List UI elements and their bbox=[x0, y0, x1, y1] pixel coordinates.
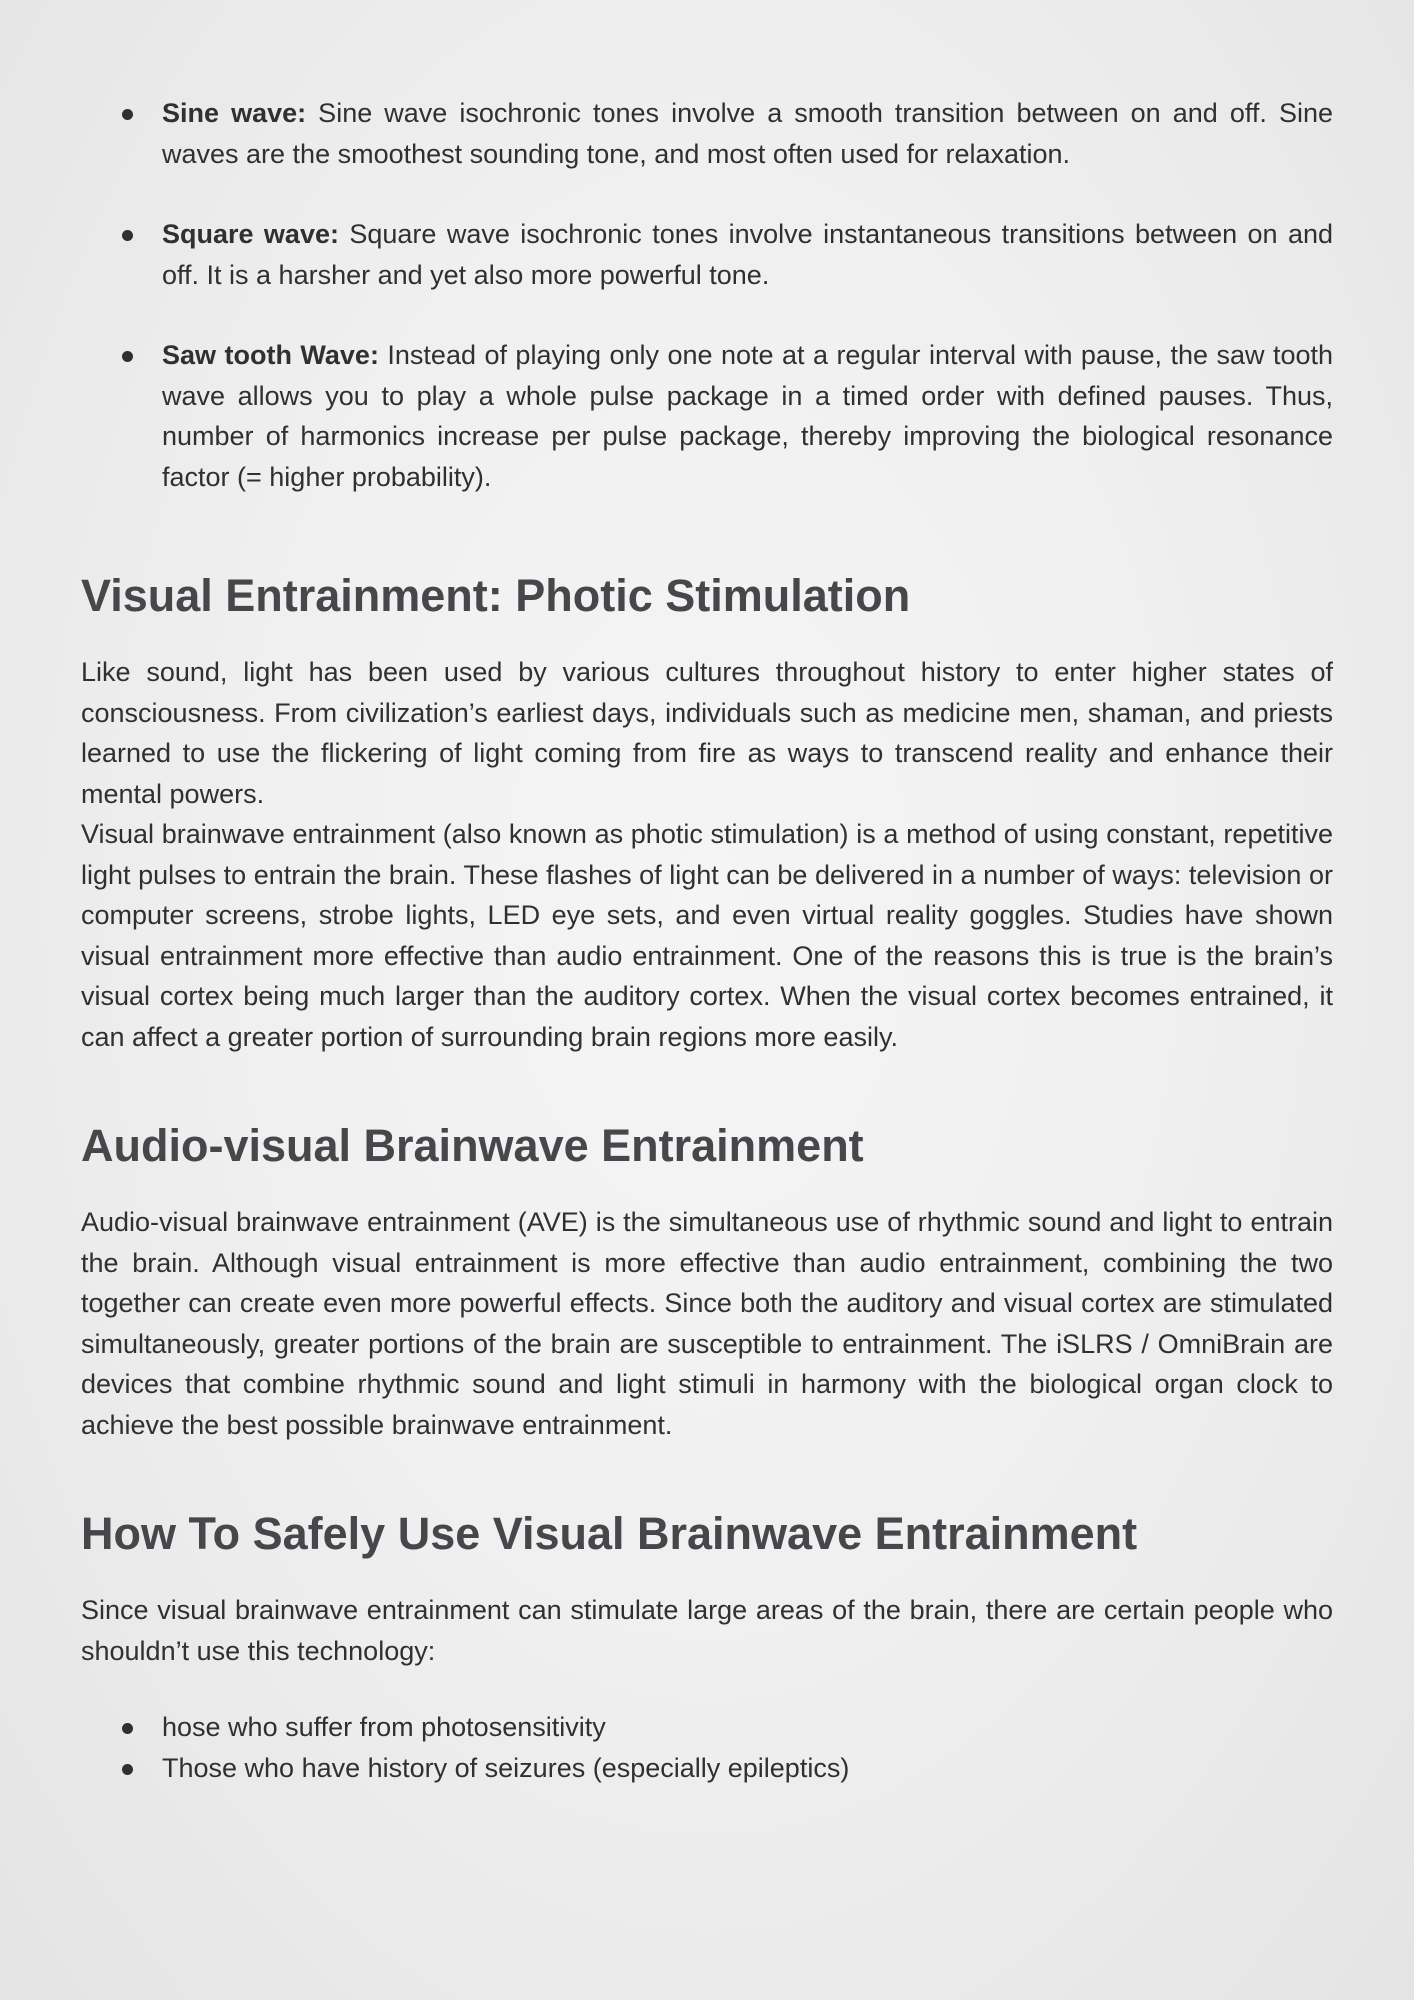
heading-visual-entrainment: Visual Entrainment: Photic Stimulation bbox=[81, 570, 911, 621]
paragraph-safety-intro: Since visual brainwave entrainment can stimulate large areas of the brain, there are certain people who shouldn’t use this technology: bbox=[81, 1595, 1333, 1666]
paragraph-audio-visual: Audio-visual brainwave entrainment (AVE) is the simultaneous use of rhythmic sound and light to entrain the brain. Although visual entrainment is more effective than audio entrainment, combining the two together can create even more powerful effects. Since both the auditory and visual cortex are stimulated simultaneously, greater portions of the brain are susceptible to entrainment. The iSLRS / OmniBrain are devices that combine rhythmic sound and light stimuli in harmony with the biological organ clock to achieve the best possible brainwave entrainment. bbox=[81, 1207, 1333, 1440]
heading-audio-visual: Audio-visual Brainwave Entrainment bbox=[81, 1120, 864, 1171]
list-item-seizures: Those who have history of seizures (especially epileptics) bbox=[81, 1748, 1333, 1789]
paragraph-visual-definition: Visual brainwave entrainment (also known as photic stimulation) is a method of using constant, repetitive light pulses to entrain the brain. These flashes of light can be delivered in a number of ways: television or computer screens, strobe lights, LED eye sets, and even virtual reality goggles. Studies have shown visual entrainment more effective than audio entrainment. One of the reasons this is true is the brain’s visual cortex being much larger than the auditory cortex. When the visual cortex becomes entrained, it can affect a greater portion of surrounding brain regions more easily. bbox=[81, 819, 1333, 1052]
saw-tooth-wave-description: Instead of playing only one note at a regular interval with pause, the saw tooth wave allows you to play a whole pulse package in a timed order with defined pauses. Thus, number of harmonics increase per pulse package, thereby improving the biological resonance factor (= higher probability). bbox=[162, 340, 1333, 492]
at-risk-people-list bbox=[81, 1707, 1333, 1788]
list-item-square-wave bbox=[81, 214, 1333, 295]
list-item-sine-wave bbox=[81, 93, 1333, 174]
heading-safe-use: How To Safely Use Visual Brainwave Entrainment bbox=[81, 1508, 1138, 1559]
square-wave-description: Square wave isochronic tones involve instantaneous transitions between on and off. It is a harsher and yet also more powerful tone. bbox=[162, 219, 1333, 290]
wave-type-list bbox=[81, 93, 1333, 497]
paragraph-visual-history: Like sound, light has been used by various cultures throughout history to enter higher states of consciousness. From civilization’s earliest days, individuals such as medicine men, shaman, and priests learned to use the flickering of light coming from fire as ways to transcend reality and enhance their mental powers. bbox=[81, 657, 1333, 809]
term-square-wave: Square wave: bbox=[162, 219, 339, 249]
term-sine-wave: Sine wave: bbox=[162, 98, 307, 128]
list-item-saw-tooth-wave bbox=[81, 335, 1333, 497]
term-saw-tooth-wave: Saw tooth Wave: bbox=[162, 340, 379, 370]
list-item-photosensitivity: hose who suffer from photosensitivity bbox=[81, 1707, 1333, 1748]
sine-wave-description: Sine wave isochronic tones involve a smooth transition between on and off. Sine waves are the smoothest sounding tone, and most often used for relaxation. bbox=[162, 98, 1333, 169]
